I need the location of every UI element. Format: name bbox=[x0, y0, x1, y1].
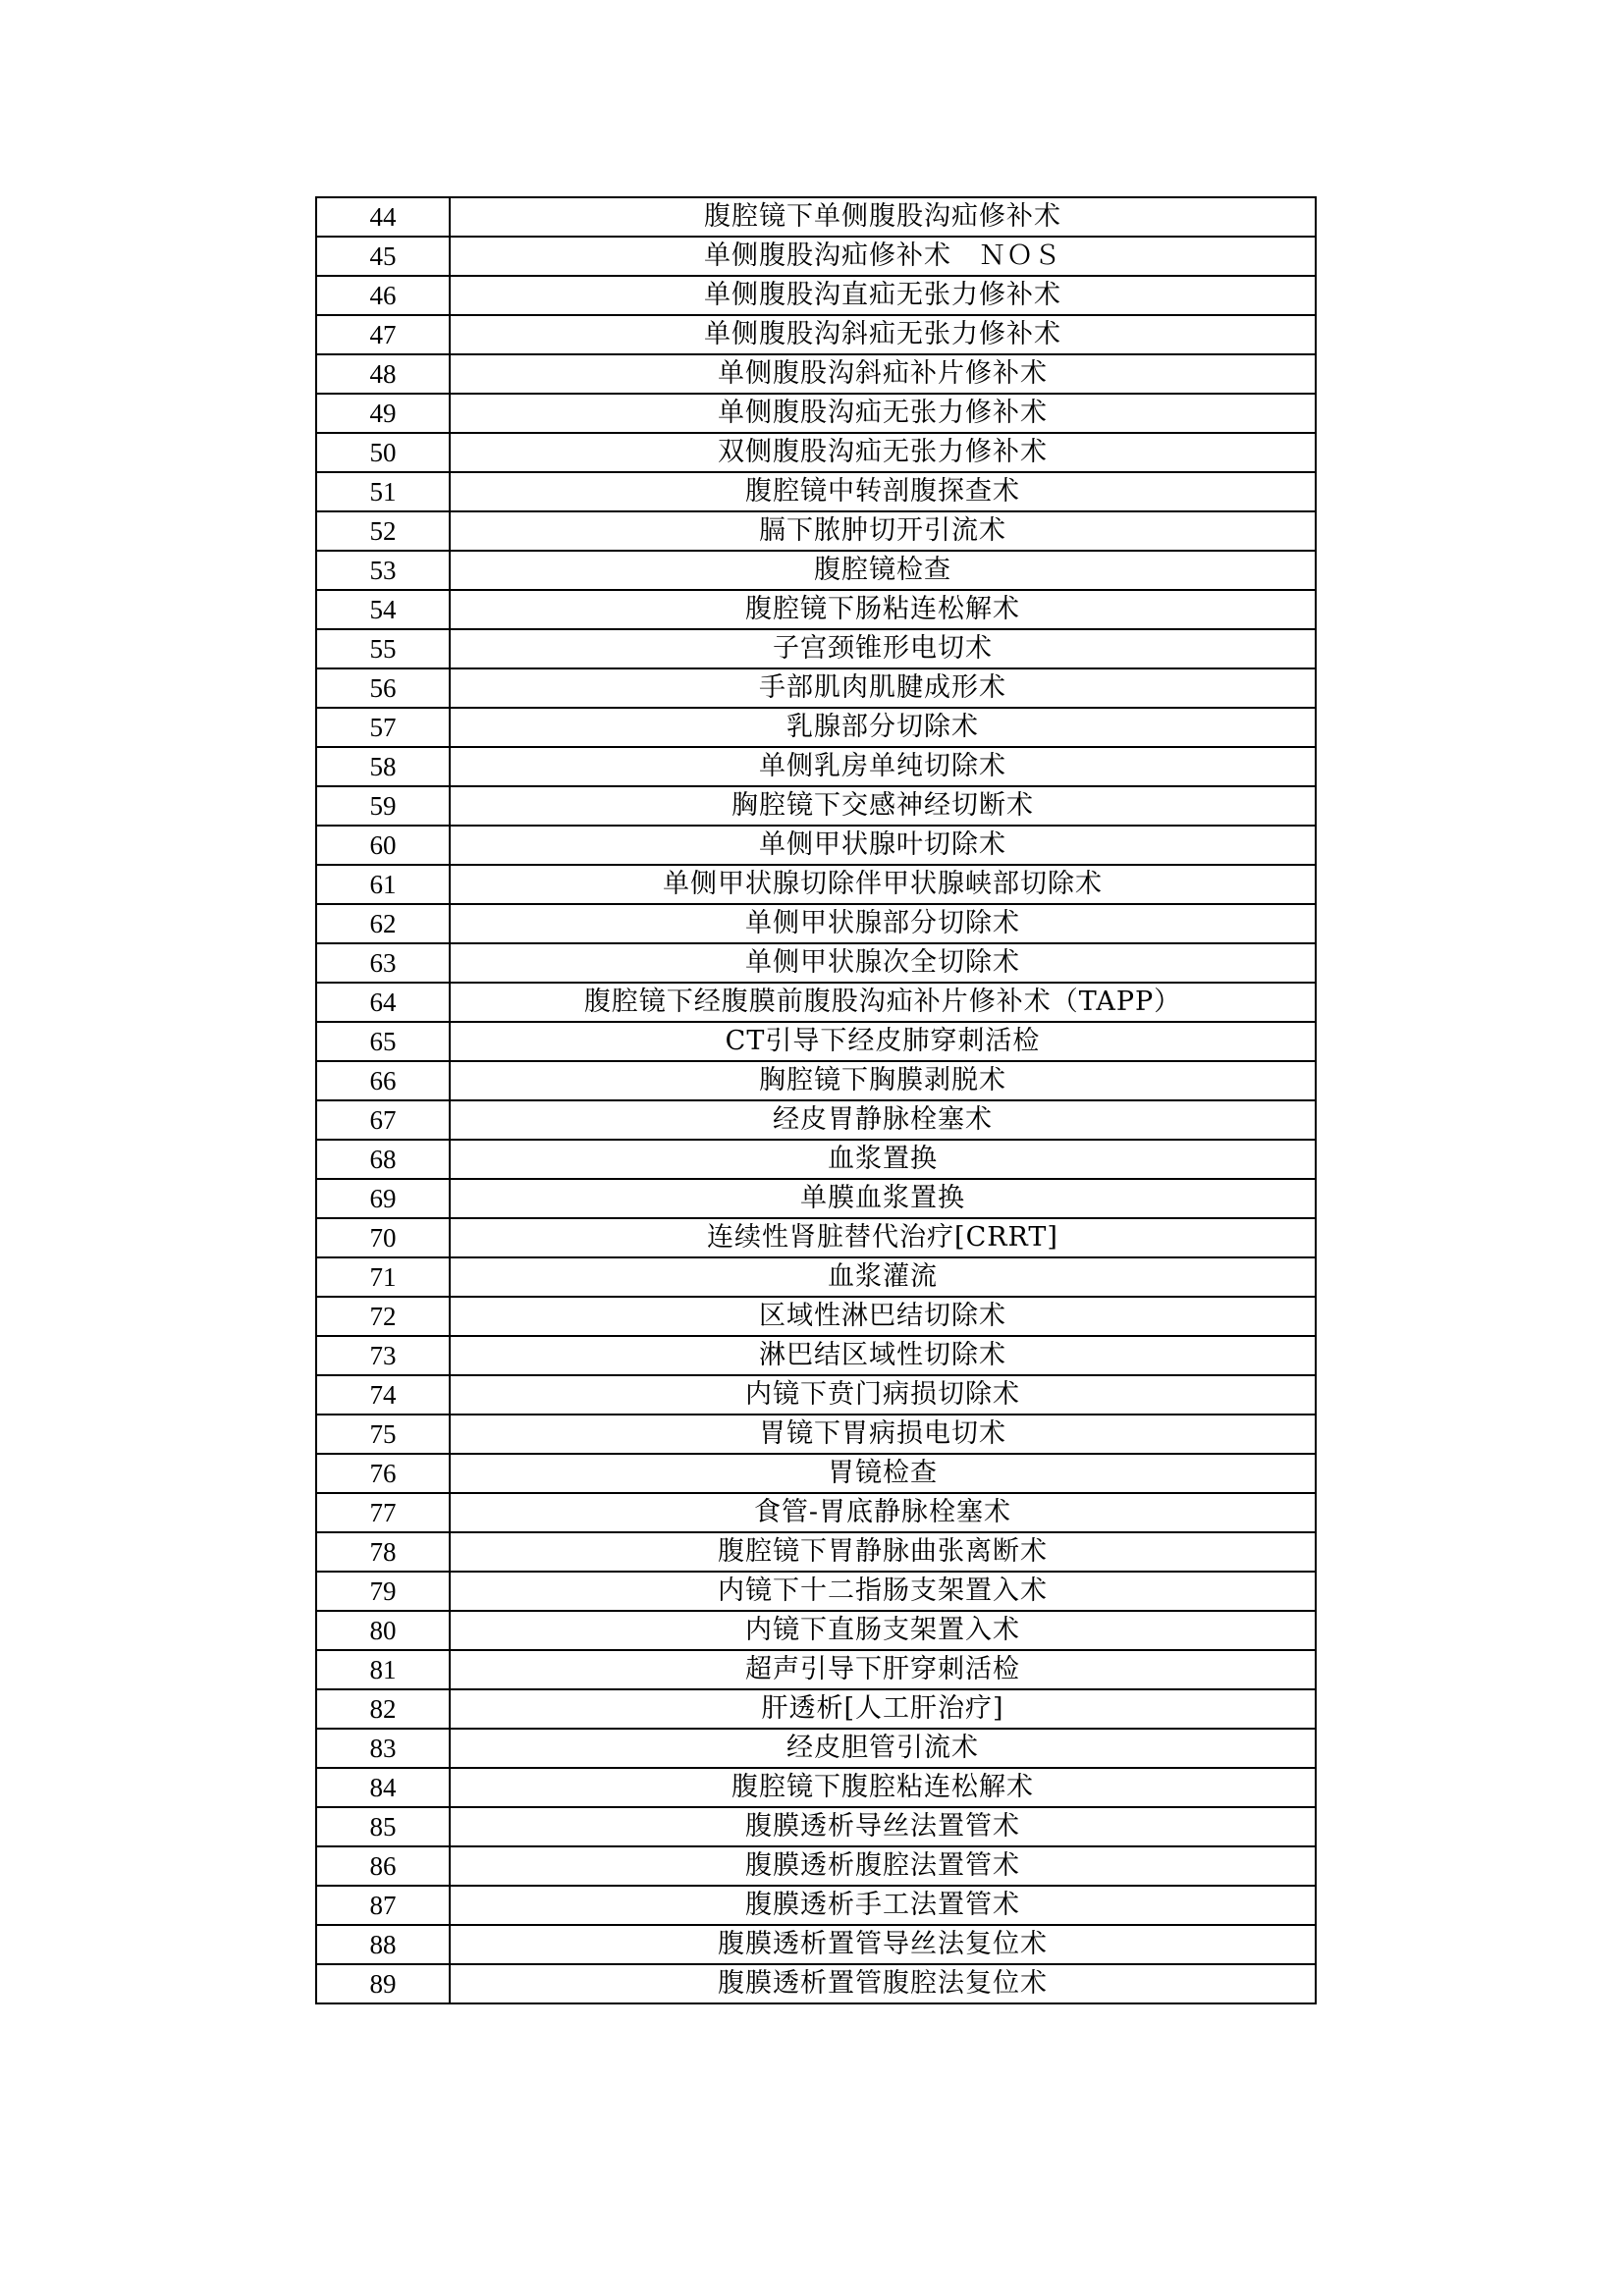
procedure-name-cell: 经皮胆管引流术 bbox=[450, 1729, 1316, 1768]
procedure-name-cell: 胃镜下胃病损电切术 bbox=[450, 1415, 1316, 1454]
procedure-name-cell: 淋巴结区域性切除术 bbox=[450, 1336, 1316, 1375]
procedure-table-body bbox=[316, 197, 1316, 2003]
row-number-cell: 64 bbox=[316, 983, 450, 1022]
table-row bbox=[316, 747, 1316, 786]
procedure-name-cell: 单侧乳房单纯切除术 bbox=[450, 747, 1316, 786]
row-number-cell: 60 bbox=[316, 826, 450, 865]
table-row bbox=[316, 237, 1316, 276]
row-number-cell: 80 bbox=[316, 1611, 450, 1650]
table-row bbox=[316, 1964, 1316, 2003]
table-row bbox=[316, 197, 1316, 237]
table-row bbox=[316, 943, 1316, 983]
table-row bbox=[316, 1257, 1316, 1297]
row-number-cell: 86 bbox=[316, 1846, 450, 1886]
procedure-name-cell: 血浆灌流 bbox=[450, 1257, 1316, 1297]
table-row bbox=[316, 1218, 1316, 1257]
procedure-name-cell: 腹膜透析腹腔法置管术 bbox=[450, 1846, 1316, 1886]
row-number-cell: 56 bbox=[316, 668, 450, 708]
table-row bbox=[316, 1336, 1316, 1375]
table-row bbox=[316, 1454, 1316, 1493]
procedure-name-cell: 腹腔镜下肠粘连松解术 bbox=[450, 590, 1316, 629]
table-row bbox=[316, 394, 1316, 433]
table-row bbox=[316, 551, 1316, 590]
procedure-name-cell: 单侧腹股沟疝修补术 ＮＯＳ bbox=[450, 237, 1316, 276]
table-row bbox=[316, 826, 1316, 865]
table-row bbox=[316, 276, 1316, 315]
table-row bbox=[316, 1768, 1316, 1807]
row-number-cell: 70 bbox=[316, 1218, 450, 1257]
table-row bbox=[316, 433, 1316, 472]
row-number-cell: 85 bbox=[316, 1807, 450, 1846]
row-number-cell: 89 bbox=[316, 1964, 450, 2003]
row-number-cell: 72 bbox=[316, 1297, 450, 1336]
row-number-cell: 51 bbox=[316, 472, 450, 511]
procedure-name-cell: 乳腺部分切除术 bbox=[450, 708, 1316, 747]
row-number-cell: 74 bbox=[316, 1375, 450, 1415]
row-number-cell: 81 bbox=[316, 1650, 450, 1689]
table-row bbox=[316, 1179, 1316, 1218]
row-number-cell: 54 bbox=[316, 590, 450, 629]
procedure-name-cell: 腹腔镜检查 bbox=[450, 551, 1316, 590]
table-row bbox=[316, 1493, 1316, 1532]
procedure-name-cell: 膈下脓肿切开引流术 bbox=[450, 511, 1316, 551]
procedure-name-cell: 手部肌肉肌腱成形术 bbox=[450, 668, 1316, 708]
procedure-table bbox=[315, 196, 1317, 2004]
table-row bbox=[316, 1297, 1316, 1336]
row-number-cell: 84 bbox=[316, 1768, 450, 1807]
row-number-cell: 87 bbox=[316, 1886, 450, 1925]
procedure-name-cell: 肝透析[人工肝治疗] bbox=[450, 1689, 1316, 1729]
table-row bbox=[316, 1729, 1316, 1768]
table-row bbox=[316, 1886, 1316, 1925]
table-row bbox=[316, 1061, 1316, 1100]
procedure-name-cell: 腹膜透析手工法置管术 bbox=[450, 1886, 1316, 1925]
table-row bbox=[316, 1650, 1316, 1689]
table-row bbox=[316, 1572, 1316, 1611]
row-number-cell: 50 bbox=[316, 433, 450, 472]
table-row bbox=[316, 315, 1316, 354]
row-number-cell: 66 bbox=[316, 1061, 450, 1100]
table-row bbox=[316, 708, 1316, 747]
row-number-cell: 71 bbox=[316, 1257, 450, 1297]
procedure-name-cell: 单膜血浆置换 bbox=[450, 1179, 1316, 1218]
row-number-cell: 76 bbox=[316, 1454, 450, 1493]
row-number-cell: 62 bbox=[316, 904, 450, 943]
row-number-cell: 48 bbox=[316, 354, 450, 394]
table-row bbox=[316, 629, 1316, 668]
table-row bbox=[316, 983, 1316, 1022]
row-number-cell: 46 bbox=[316, 276, 450, 315]
row-number-cell: 53 bbox=[316, 551, 450, 590]
procedure-name-cell: 腹膜透析置管腹腔法复位术 bbox=[450, 1964, 1316, 2003]
procedure-name-cell: 经皮胃静脉栓塞术 bbox=[450, 1100, 1316, 1140]
procedure-name-cell: 胃镜检查 bbox=[450, 1454, 1316, 1493]
table-row bbox=[316, 786, 1316, 826]
row-number-cell: 49 bbox=[316, 394, 450, 433]
procedure-name-cell: CT引导下经皮肺穿刺活检 bbox=[450, 1022, 1316, 1061]
table-row bbox=[316, 1807, 1316, 1846]
procedure-name-cell: 区域性淋巴结切除术 bbox=[450, 1297, 1316, 1336]
procedure-name-cell: 子宫颈锥形电切术 bbox=[450, 629, 1316, 668]
row-number-cell: 82 bbox=[316, 1689, 450, 1729]
procedure-name-cell: 食管-胃底静脉栓塞术 bbox=[450, 1493, 1316, 1532]
procedure-name-cell: 单侧腹股沟直疝无张力修补术 bbox=[450, 276, 1316, 315]
table-row bbox=[316, 1689, 1316, 1729]
procedure-name-cell: 腹腔镜下经腹膜前腹股沟疝补片修补术（TAPP） bbox=[450, 983, 1316, 1022]
row-number-cell: 69 bbox=[316, 1179, 450, 1218]
row-number-cell: 73 bbox=[316, 1336, 450, 1375]
procedure-name-cell: 胸腔镜下交感神经切断术 bbox=[450, 786, 1316, 826]
procedure-name-cell: 腹膜透析导丝法置管术 bbox=[450, 1807, 1316, 1846]
procedure-name-cell: 胸腔镜下胸膜剥脱术 bbox=[450, 1061, 1316, 1100]
row-number-cell: 75 bbox=[316, 1415, 450, 1454]
table-row bbox=[316, 1846, 1316, 1886]
procedure-name-cell: 单侧甲状腺切除伴甲状腺峡部切除术 bbox=[450, 865, 1316, 904]
table-row bbox=[316, 865, 1316, 904]
table-row bbox=[316, 668, 1316, 708]
table-row bbox=[316, 1611, 1316, 1650]
row-number-cell: 83 bbox=[316, 1729, 450, 1768]
table-row bbox=[316, 1022, 1316, 1061]
procedure-name-cell: 连续性肾脏替代治疗[CRRT] bbox=[450, 1218, 1316, 1257]
procedure-name-cell: 单侧腹股沟斜疝补片修补术 bbox=[450, 354, 1316, 394]
row-number-cell: 47 bbox=[316, 315, 450, 354]
table-row bbox=[316, 1415, 1316, 1454]
procedure-name-cell: 腹腔镜下腹腔粘连松解术 bbox=[450, 1768, 1316, 1807]
row-number-cell: 77 bbox=[316, 1493, 450, 1532]
table-row bbox=[316, 472, 1316, 511]
procedure-name-cell: 单侧甲状腺叶切除术 bbox=[450, 826, 1316, 865]
table-row bbox=[316, 1375, 1316, 1415]
row-number-cell: 65 bbox=[316, 1022, 450, 1061]
row-number-cell: 63 bbox=[316, 943, 450, 983]
table-row bbox=[316, 354, 1316, 394]
table-row bbox=[316, 904, 1316, 943]
procedure-name-cell: 单侧腹股沟斜疝无张力修补术 bbox=[450, 315, 1316, 354]
row-number-cell: 61 bbox=[316, 865, 450, 904]
procedure-name-cell: 腹膜透析置管导丝法复位术 bbox=[450, 1925, 1316, 1964]
table-row bbox=[316, 1925, 1316, 1964]
row-number-cell: 45 bbox=[316, 237, 450, 276]
procedure-name-cell: 单侧甲状腺部分切除术 bbox=[450, 904, 1316, 943]
table-row bbox=[316, 1140, 1316, 1179]
table-row bbox=[316, 511, 1316, 551]
procedure-name-cell: 腹腔镜中转剖腹探查术 bbox=[450, 472, 1316, 511]
procedure-name-cell: 双侧腹股沟疝无张力修补术 bbox=[450, 433, 1316, 472]
procedure-name-cell: 内镜下直肠支架置入术 bbox=[450, 1611, 1316, 1650]
procedure-name-cell: 内镜下贲门病损切除术 bbox=[450, 1375, 1316, 1415]
table-row bbox=[316, 1100, 1316, 1140]
row-number-cell: 52 bbox=[316, 511, 450, 551]
row-number-cell: 55 bbox=[316, 629, 450, 668]
table-row bbox=[316, 590, 1316, 629]
row-number-cell: 58 bbox=[316, 747, 450, 786]
row-number-cell: 68 bbox=[316, 1140, 450, 1179]
row-number-cell: 79 bbox=[316, 1572, 450, 1611]
procedure-name-cell: 单侧腹股沟疝无张力修补术 bbox=[450, 394, 1316, 433]
row-number-cell: 78 bbox=[316, 1532, 450, 1572]
row-number-cell: 57 bbox=[316, 708, 450, 747]
procedure-name-cell: 腹腔镜下胃静脉曲张离断术 bbox=[450, 1532, 1316, 1572]
procedure-name-cell: 单侧甲状腺次全切除术 bbox=[450, 943, 1316, 983]
procedure-name-cell: 超声引导下肝穿刺活检 bbox=[450, 1650, 1316, 1689]
procedure-name-cell: 腹腔镜下单侧腹股沟疝修补术 bbox=[450, 197, 1316, 237]
row-number-cell: 88 bbox=[316, 1925, 450, 1964]
row-number-cell: 44 bbox=[316, 197, 450, 237]
table-row bbox=[316, 1532, 1316, 1572]
row-number-cell: 59 bbox=[316, 786, 450, 826]
procedure-name-cell: 血浆置换 bbox=[450, 1140, 1316, 1179]
procedure-name-cell: 内镜下十二指肠支架置入术 bbox=[450, 1572, 1316, 1611]
row-number-cell: 67 bbox=[316, 1100, 450, 1140]
